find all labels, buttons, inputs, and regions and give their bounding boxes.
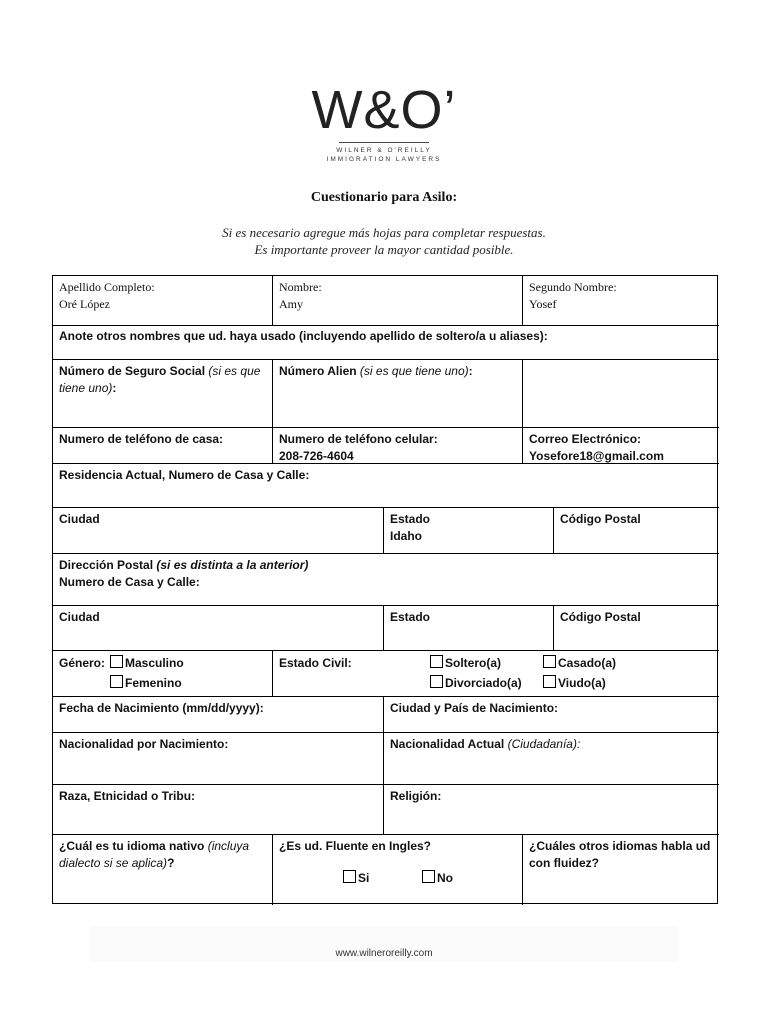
codigo-postal-2-label: Código Postal [560, 610, 641, 624]
segundo-nombre-value: Yosef [529, 297, 557, 311]
masculino-checkbox[interactable] [110, 655, 123, 668]
ssn-cell[interactable] [53, 360, 272, 400]
segundo-nombre-label: Segundo Nombre: [529, 280, 617, 294]
femenino-label: Femenino [125, 676, 182, 690]
fecha-nacimiento-label: Fecha de Nacimiento (mm/dd/yyyy): [59, 701, 264, 715]
viudo-option[interactable] [543, 675, 606, 692]
nacionalidad-nacimiento-cell[interactable] [53, 733, 383, 756]
ingles-si-option[interactable] [343, 870, 369, 887]
raza-cell[interactable] [53, 785, 383, 808]
logo-rule [339, 142, 429, 143]
ingles-cell [273, 835, 522, 904]
estado-postal-label: Estado [390, 610, 431, 624]
idioma-nativo-label: ¿Cuál es tu idioma nativo [59, 839, 205, 853]
estado-civil-cell [273, 652, 719, 696]
otros-nombres-label: Anote otros nombres que ud. haya usado (incluyendo apellido de soltero/a u aliases): [59, 329, 548, 343]
viudo-checkbox[interactable] [543, 675, 556, 688]
ingles-no-checkbox[interactable] [422, 870, 435, 883]
soltero-option[interactable] [430, 655, 501, 672]
femenino-option[interactable] [110, 675, 182, 692]
direccion-postal-hint: (si es distinta a la anterior) [156, 558, 309, 572]
direccion-postal-cell[interactable] [53, 554, 719, 594]
direccion-postal-sub: Numero de Casa y Calle: [59, 575, 200, 589]
residencia-label: Residencia Actual, Numero de Casa y Calle: [59, 468, 310, 482]
alien-colon: : [468, 364, 473, 378]
soltero-label: Soltero(a) [445, 656, 502, 670]
otros-nombres-cell[interactable] [53, 326, 719, 348]
nacionalidad-nacimiento-label: Nacionalidad por Nacimiento: [59, 737, 229, 751]
divorciado-label: Divorciado(a) [445, 676, 522, 690]
email-cell[interactable] [523, 428, 719, 468]
estado-civil-label: Estado Civil: [279, 656, 352, 670]
direccion-postal-label: Dirección Postal [59, 558, 154, 572]
tel-cel-label: Numero de teléfono celular: [279, 432, 438, 446]
segundo-nombre-cell[interactable] [523, 276, 719, 316]
alien-label: Número Alien [279, 364, 357, 378]
nombre-value: Amy [279, 297, 303, 311]
alien-hint: (si es que tiene uno) [359, 364, 469, 378]
nacionalidad-actual-cell[interactable] [384, 733, 719, 756]
idioma-nativo-end: ? [167, 856, 175, 870]
estado-value: Idaho [390, 529, 422, 543]
ciudad-cell[interactable] [53, 508, 383, 531]
codigo-postal-2-cell[interactable] [554, 606, 719, 629]
idioma-nativo-cell[interactable] [53, 835, 272, 875]
viudo-label: Viudo(a) [558, 676, 606, 690]
soltero-checkbox[interactable] [430, 655, 443, 668]
raza-label: Raza, Etnicidad o Tribu: [59, 789, 196, 803]
genero-cell [53, 652, 272, 696]
nacionalidad-actual-label: Nacionalidad Actual [390, 737, 505, 751]
casado-option[interactable] [543, 655, 616, 672]
codigo-postal-cell[interactable] [554, 508, 719, 531]
instructions-note [0, 224, 768, 258]
ciudad-postal-cell[interactable] [53, 606, 383, 629]
masculino-option[interactable] [110, 655, 184, 672]
ssn-colon: : [112, 381, 117, 395]
note-line-1: Si es necesario agregue más hojas para completar respuestas. [222, 225, 546, 240]
ingles-no-label: No [437, 871, 453, 885]
tel-cel-value: 208-726-4604 [279, 449, 354, 463]
alien-cell[interactable] [273, 360, 522, 383]
nacionalidad-actual-hint: (Ciudadanía): [507, 737, 581, 751]
email-label: Correo Electrónico: [529, 432, 642, 446]
codigo-postal-label: Código Postal [560, 512, 641, 526]
idioma-nativo-hint: (incluya dialecto si se aplica) [59, 839, 250, 870]
genero-label: Género: [59, 656, 106, 670]
divorciado-checkbox[interactable] [430, 675, 443, 688]
nombre-cell[interactable] [273, 276, 522, 316]
ciudad-label: Ciudad [59, 512, 100, 526]
ciudad-pais-cell[interactable] [384, 697, 719, 720]
religion-label: Religión: [390, 789, 442, 803]
ssn-hint: (si es que tiene uno) [59, 364, 261, 395]
residencia-cell[interactable] [53, 464, 719, 487]
ciudad-pais-label: Ciudad y País de Nacimiento: [390, 701, 559, 715]
estado-label: Estado [390, 512, 431, 526]
casado-checkbox[interactable] [543, 655, 556, 668]
page-title: Cuestionario para Asilo: [310, 190, 458, 205]
estado-cell[interactable] [384, 508, 553, 548]
tel-cel-cell[interactable] [273, 428, 522, 468]
alien-number-field[interactable] [523, 360, 719, 427]
ciudad-postal-label: Ciudad [59, 610, 100, 624]
email-value: Yosefore18@gmail.com [529, 449, 664, 463]
otros-idiomas-cell[interactable] [523, 835, 719, 875]
logo-firm-tagline: IMMIGRATION LAWYERS [326, 156, 442, 163]
fecha-nacimiento-cell[interactable] [53, 697, 383, 720]
otros-idiomas-label: ¿Cuáles otros idiomas habla ud con fluidez? [529, 839, 711, 870]
ingles-label: ¿Es ud. Fluente en Ingles? [279, 839, 432, 853]
ssn-label: Número de Seguro Social [59, 364, 206, 378]
estado-postal-cell[interactable] [384, 606, 553, 629]
ingles-si-label: Si [358, 871, 370, 885]
ingles-no-option[interactable] [422, 870, 453, 887]
apellido-label: Apellido Completo: [59, 280, 155, 294]
tel-casa-cell[interactable] [53, 428, 272, 451]
firm-logo [0, 82, 768, 164]
footer-url[interactable]: www.wilneroreilly.com [335, 948, 433, 959]
casado-label: Casado(a) [558, 656, 617, 670]
divorciado-option[interactable] [430, 675, 522, 692]
apellido-value: Oré López [59, 297, 110, 311]
tel-casa-label: Numero de teléfono de casa: [59, 432, 224, 446]
logo-mark: W&O’ [311, 80, 457, 140]
masculino-label: Masculino [125, 656, 184, 670]
logo-firm-name: WILNER & O'REILLY [336, 147, 432, 154]
religion-cell[interactable] [384, 785, 719, 808]
femenino-checkbox[interactable] [110, 675, 123, 688]
note-line-2: Es importante proveer la mayor cantidad posible. [254, 242, 514, 257]
asylum-form-table [52, 275, 718, 904]
apellido-cell[interactable] [53, 276, 272, 316]
ingles-si-checkbox[interactable] [343, 870, 356, 883]
nombre-label: Nombre: [279, 280, 322, 294]
